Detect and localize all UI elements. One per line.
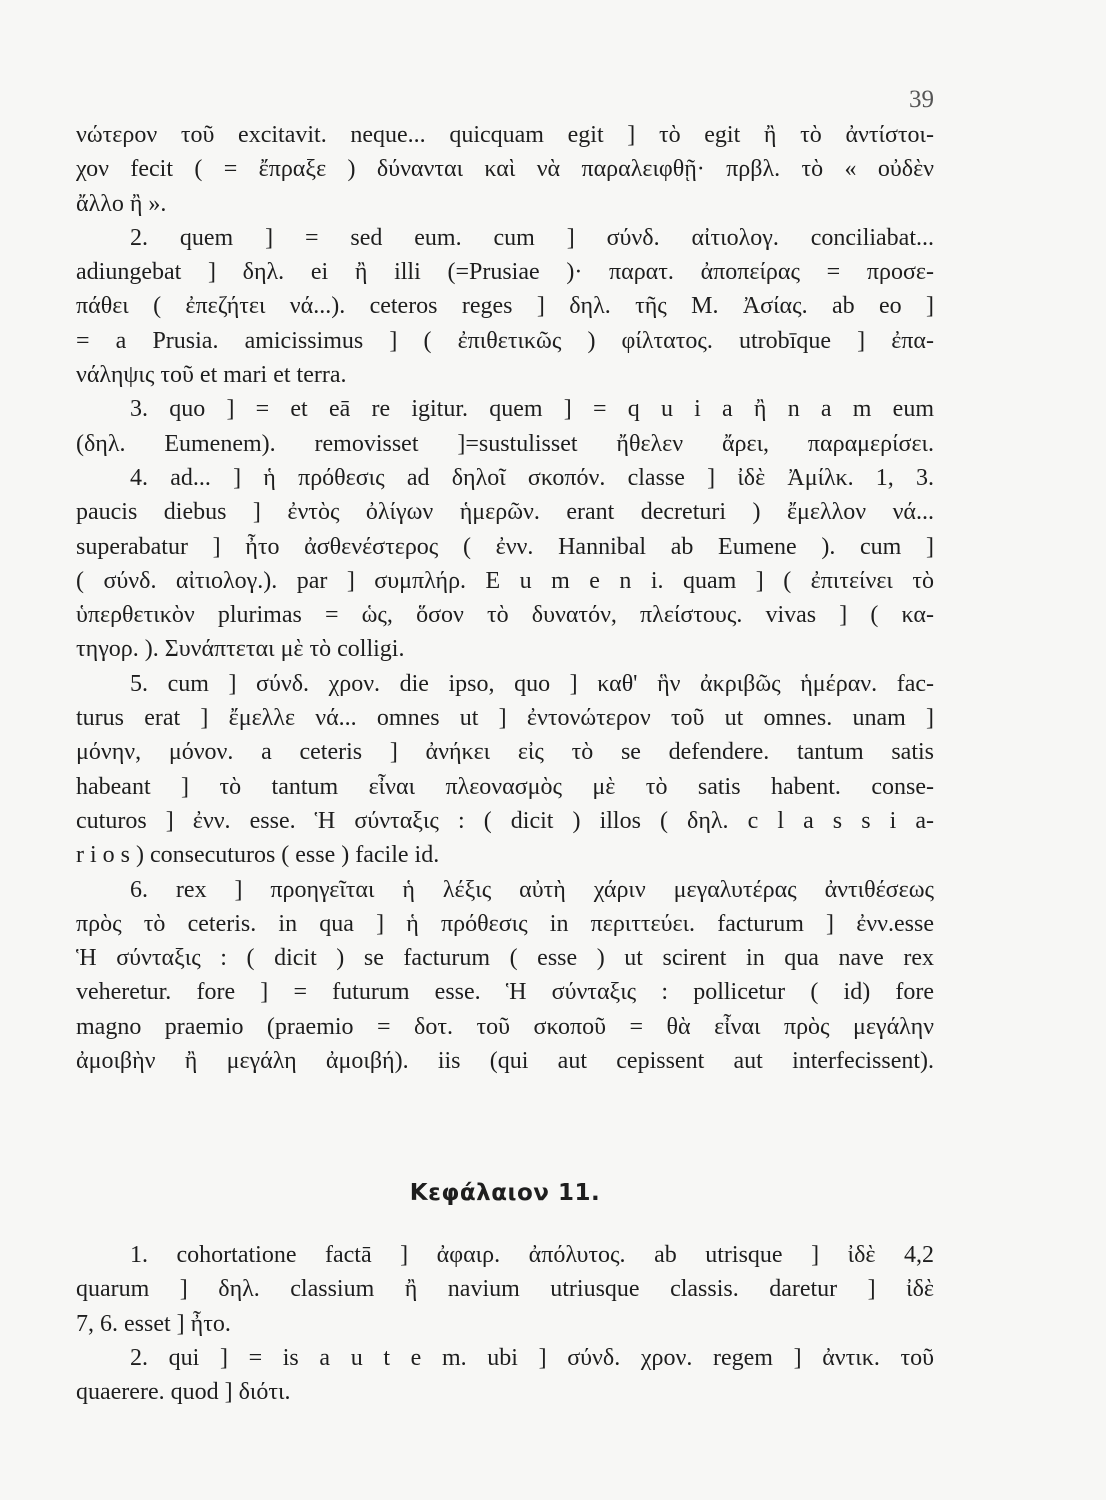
text-line: (δηλ. Eumenem). removisset ]=sustulisset ἤθελεν ἄρει, παραμερίσει. xyxy=(76,430,934,457)
text-line: νώτερον τοῦ excitavit. neque... quicquam egit ] τὸ egit ἢ τὸ ἀντίστοι- xyxy=(76,122,934,148)
text-line: ὑπερθετικὸν plurimas = ὡς, ὅσον τὸ δυνατόν, πλείστους. vivas ] ( κα- xyxy=(76,602,934,629)
text-line: 2. qui ] = is a u t e m. ubi ] σύνδ. χρον. regem ] ἀντικ. τοῦ xyxy=(130,1344,934,1371)
text-line: = a Prusia. amicissimus ] ( ἐπιθετικῶς ) φίλτατος. utrobīque ] ἐπα- xyxy=(76,327,934,354)
commentary-text-top xyxy=(76,118,934,1078)
text-line: adiungebat ] δηλ. ei ἢ illi (=Prusiae )· παρατ. ἀποπείρας = προσε- xyxy=(76,259,934,286)
text-line: cuturos ] ἐνν. esse. Ἡ σύνταξις : ( dicit ) illos ( δηλ. c l a s s i a- xyxy=(76,807,934,834)
text-line: magno praemio (praemio = δοτ. τοῦ σκοποῦ = θὰ εἶναι πρὸς μεγάλην xyxy=(76,1013,934,1040)
text-line: ἄλλο ἢ ». xyxy=(76,190,167,217)
text-line: quarum ] δηλ. classium ἢ navium utriusque classis. daretur ] ἰδὲ xyxy=(76,1276,934,1303)
text-line: veheretur. fore ] = futurum esse. Ἡ σύνταξις : pollicetur ( id) fore xyxy=(76,979,934,1006)
text-line: πάθει ( ἐπεζήτει νά...). ceteros reges ] δηλ. τῆς Μ. Ἀσίας. ab eo ] xyxy=(76,293,934,320)
text-line: 2. quem ] = sed eum. cum ] σύνδ. αἰτιολογ. conciliabat... xyxy=(130,224,934,251)
text-line: superabatur ] ἦτο ἀσθενέστερος ( ἐνν. Hannibal ab Eumene ). cum ] xyxy=(76,533,934,560)
text-line: paucis diebus ] ἐντὸς ὀλίγων ἡμερῶν. erant decreturi ) ἔμελλον νά... xyxy=(76,499,934,526)
text-line: τηγορ. ). Συνάπτεται μὲ τὸ colligi. xyxy=(76,636,405,663)
text-line: ( σύνδ. αἰτιολογ.). par ] συμπλήρ. E u m e n i. quam ] ( ἐπιτείνει τὸ xyxy=(76,567,934,594)
chapter-heading: Κεφάλαιον 11. xyxy=(409,1180,601,1206)
text-line: 6. rex ] προηγεῖται ἡ λέξις αὐτὴ χάριν μεγαλυτέρας ἀντιθέσεως xyxy=(130,876,934,903)
text-line: turus erat ] ἔμελλε νά... omnes ut ] ἐντονώτερον τοῦ ut omnes. unam ] xyxy=(76,705,934,732)
page-number: 39 xyxy=(909,86,934,113)
text-line: 1. cohortatione factā ] ἀφαιρ. ἀπόλυτος. ab utrisque ] ἰδὲ 4,2 xyxy=(130,1242,934,1268)
text-line: 7, 6. esset ] ἦτο. xyxy=(76,1310,231,1337)
text-line: r i o s ) consecuturos ( esse ) facile id. xyxy=(76,842,440,869)
text-line: πρὸς τὸ ceteris. in qua ] ἡ πρόθεσις in περιττεύει. facturum ] ἐνν.esse xyxy=(76,910,934,937)
text-line: μόνην, μόνον. a ceteris ] ἀνήκει εἰς τὸ se defendere. tantum satis xyxy=(76,739,934,766)
text-line: quaerere. quod ] διότι. xyxy=(76,1379,291,1406)
commentary-text-bottom xyxy=(76,1238,934,1409)
text-line: Ἡ σύνταξις : ( dicit ) se facturum ( esse ) ut scirent in qua nave rex xyxy=(76,945,934,972)
text-line: habeant ] τὸ tantum εἶναι πλεονασμὸς μὲ τὸ satis habent. conse- xyxy=(76,773,934,800)
text-line: 5. cum ] σύνδ. χρον. die ipso, quo ] καθ' ἣν ἀκριβῶς ἡμέραν. fac- xyxy=(130,670,934,697)
text-line: ἀμοιβὴν ἢ μεγάλη ἀμοιβή). iis (qui aut cepissent aut interfecissent). xyxy=(76,1048,934,1075)
text-line: 4. ad... ] ἡ πρόθεσις ad δηλοῖ σκοπόν. classe ] ἰδὲ Ἀμίλκ. 1, 3. xyxy=(130,464,934,491)
text-line: χον fecit ( = ἔπραξε ) δύνανται καὶ νὰ παραλειφθῇ· πρβλ. τὸ « οὐδὲν xyxy=(76,156,934,183)
text-line: 3. quo ] = et eā re igitur. quem ] = q u i a ἢ n a m eum xyxy=(130,396,934,423)
text-line: νάληψις τοῦ et mari et terra. xyxy=(76,362,347,389)
